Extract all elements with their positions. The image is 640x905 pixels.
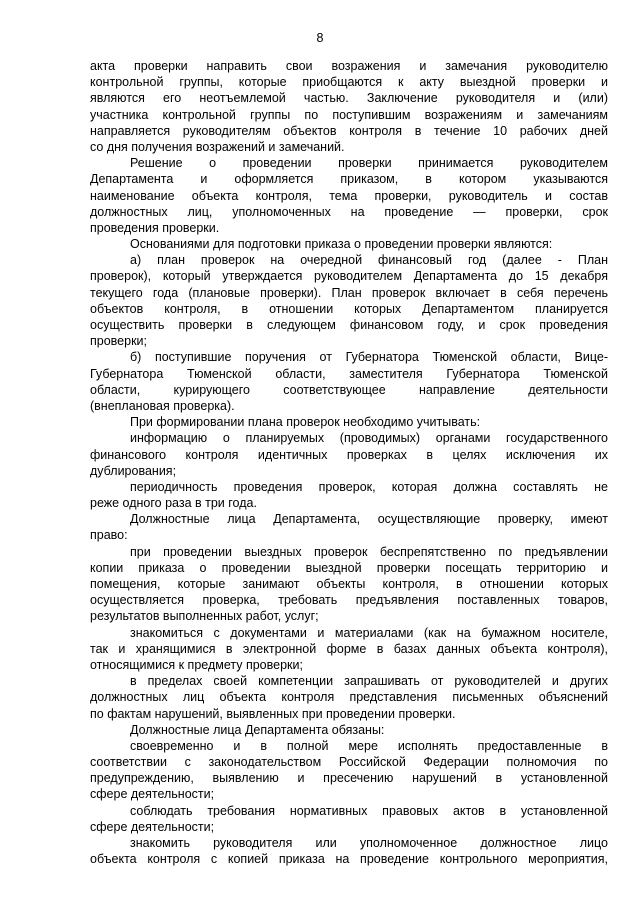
text-line: периодичность проведения проверок, которая должна составлять не bbox=[130, 479, 608, 494]
text-line: являются его неотъемлемой частью. Заключение руководителя и (или) bbox=[90, 91, 608, 106]
text-line: Департамента и оформляется приказом, в котором указываются bbox=[90, 172, 608, 187]
text-line: реже одного раза в три года. bbox=[90, 496, 257, 511]
body-text bbox=[90, 58, 608, 867]
text-line: (внеплановая проверка). bbox=[90, 398, 235, 413]
text-line: так и хранящимися в электронной форме в базах данных объекта контроля), bbox=[90, 641, 608, 656]
text-line: объекта контроля с копией приказа на проведение контрольного мероприятия, bbox=[90, 852, 608, 867]
text-line: знакомить руководителя или уполномоченное должностное лицо bbox=[130, 836, 608, 850]
text-line: знакомиться с документами и материалами (как на бумажном носителе, bbox=[130, 625, 608, 640]
text-line: со дня получения возражений и замечаний. bbox=[90, 139, 345, 154]
text-line: Решение о проведении проверки принимается руководителем bbox=[130, 156, 608, 171]
text-line: проверок), который утверждается руководителем Департамента до 15 декабря bbox=[90, 269, 608, 284]
text-line: по фактам нарушений, выявленных при проведении проверки. bbox=[90, 706, 456, 721]
text-line: контрольной группы, которые приобщаются к акту выездной проверки и bbox=[90, 75, 608, 90]
text-line: должностных лиц объекта контроля представления письменных объяснений bbox=[90, 690, 608, 705]
text-line: право: bbox=[90, 528, 128, 543]
text-line: дублирования; bbox=[90, 463, 177, 478]
text-line: проведения проверки. bbox=[90, 220, 220, 235]
text-line: Губернатора Тюменской области, заместителя Губернатора Тюменской bbox=[90, 366, 608, 381]
text-line: предупреждению, выявлению и пресечению нарушений в установленной bbox=[90, 771, 608, 786]
text-line: соответствии с законодательством Российской Федерации полномочия по bbox=[90, 755, 608, 770]
text-line: б) поступившие поручения от Губернатора Тюменской области, Вице- bbox=[130, 350, 608, 365]
text-line: текущего года (плановые проверки). План проверок включает в себя перечень bbox=[90, 285, 608, 300]
text-line: должностных лиц, уполномоченных на проведение — проверки, срок bbox=[90, 204, 608, 219]
text-line: сфере деятельности; bbox=[90, 787, 215, 802]
text-line: своевременно и в полной мере исполнять предоставленные в bbox=[130, 738, 608, 753]
text-line: копии приказа о проведении выездной проверки посещать территорию и bbox=[90, 560, 608, 575]
text-line: участника контрольной группы по поступившим возражениям и замечаниям bbox=[90, 107, 608, 122]
text-line: области, курирующего соответствующее направление деятельности bbox=[90, 382, 608, 397]
text-line: акта проверки направить свои возражения и замечания руководителю bbox=[90, 59, 608, 73]
text-line: помещения, которые занимают объекты контроля, в отношении которых bbox=[90, 577, 608, 591]
text-line: результатов выполненных работ, услуг; bbox=[90, 609, 319, 624]
text-line: проверки; bbox=[90, 334, 148, 349]
text-line: в пределах своей компетенции запрашивать от руководителей и других bbox=[130, 674, 608, 689]
text-line: осуществить проверки в следующем финансовом году, и срок проведения bbox=[90, 318, 608, 332]
text-line: осуществляется проверка, требовать предъявления поставленных товаров, bbox=[90, 593, 608, 608]
text-line: Должностные лица Департамента обязаны: bbox=[130, 722, 385, 737]
text-line: Должностные лица Департамента, осуществляющие проверку, имеют bbox=[130, 512, 608, 527]
text-line: а) план проверок на очередной финансовый год (далее - План bbox=[130, 253, 608, 268]
text-line: информацию о планируемых (проводимых) органами государственного bbox=[130, 431, 608, 446]
text-line: наименование объекта контроля, тема проверки, руководитель и состав bbox=[90, 188, 608, 203]
text-line: Основаниями для подготовки приказа о проведении проверки являются: bbox=[130, 237, 553, 252]
text-line: сфере деятельности; bbox=[90, 819, 215, 834]
text-line: соблюдать требования нормативных правовых актов в установленной bbox=[130, 803, 608, 818]
text-line: направляется руководителям объектов контроля в течение 10 рабочих дней bbox=[90, 123, 608, 138]
text-line: относящимися к предмету проверки; bbox=[90, 657, 303, 672]
text-line: финансового контроля идентичных проверках в целях исключения их bbox=[90, 447, 608, 462]
text-line: При формировании плана проверок необходимо учитывать: bbox=[130, 415, 481, 430]
text-line: при проведении выездных проверок беспрепятственно по предъявлении bbox=[130, 544, 608, 559]
page-number: 8 bbox=[316, 31, 324, 45]
text-line: объектов контроля, в отношении которых Департаментом планируется bbox=[90, 301, 608, 316]
